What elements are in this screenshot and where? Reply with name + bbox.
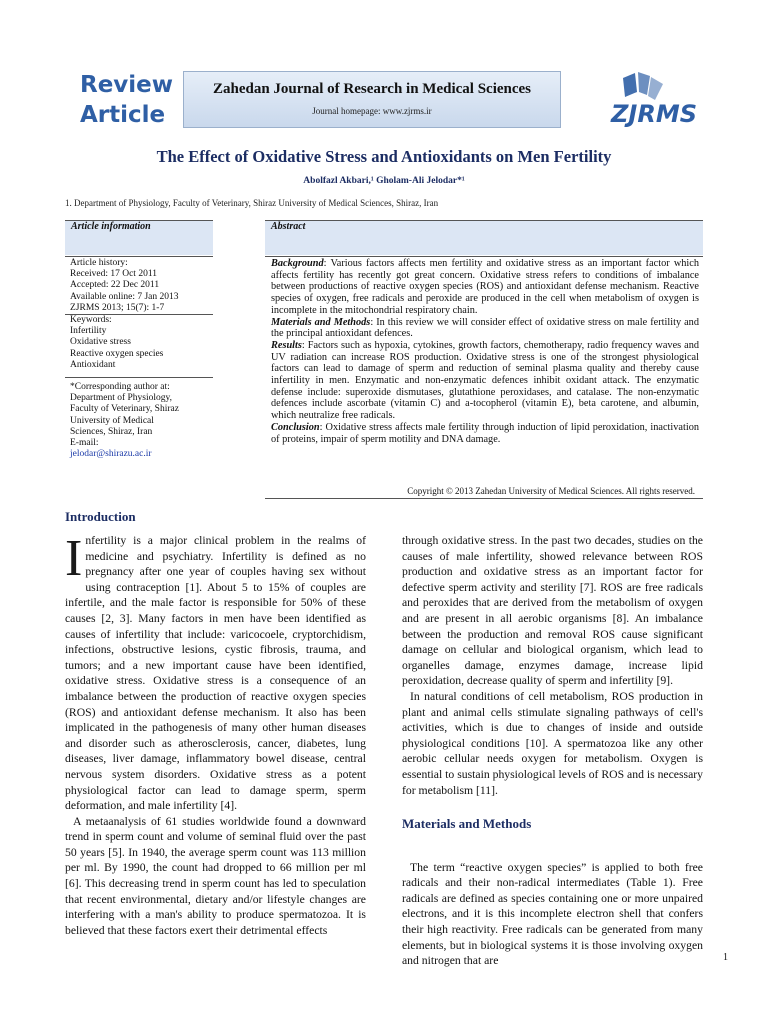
methods-paragraph-1: The term “reactive oxygen species” is applied to both free radicals and their non-radical intermediates (Table 1). Free radicals are defined as species containing one or more unpaired electrons, and it is this incomplete electron shell that confers their high reactivity. Free radicals can be generated from many elements, but in biological systems it is those involving oxygen and nitrogen that are <box>402 860 703 968</box>
keywords-label: Keywords: <box>70 315 112 325</box>
article-info-heading: Article information <box>71 221 151 232</box>
article-history <box>70 258 179 314</box>
drop-cap: I <box>65 530 83 587</box>
introduction-heading: Introduction <box>65 509 136 524</box>
intro-paragraph-1-text: nfertility is a major clinical problem in the realms of medicine and psychiatry. Infertility is defined as no pregnancy after one year of couples having sex without using contraception [1]. About 5 to 15% of couples are infertile, and the male factor is responsible for 50% of these causes [2, 3]. Many factors in men have been identified as causes of infertility that include: varicocoele, cryptorchidism, infections, obstructive lesions, cystic fibrosis, trauma, and tumors; and a new important cause have been identified, oxidative stress. Oxidative stress is a consequence of an imbalance between the production of reactive oxygen species (ROS) and antioxidant defense mechanism. It also has been implicated in the pathogenesis of many other human diseases and disorder such as atherosclerosis, cancer, diabetes, lung diseases, liver damage, inflammatory bowel disease, central nervous system disorders. Oxidative stress as a potent physiological factor can lead to damage sperm, sperm deformation, and male infertility [4]. <box>65 534 366 813</box>
badge-line-2: Article <box>80 102 166 128</box>
journal-title: Zahedan Journal of Research in Medical Sciences <box>212 81 532 97</box>
methods-paragraph <box>402 848 703 981</box>
left-column <box>65 530 366 938</box>
corresponding-label: *Corresponding author at: <box>70 382 170 392</box>
affiliation: 1. Department of Physiology, Faculty of Veterinary, Shiraz University of Medical Sciences, Shiraz, Iran <box>65 198 439 208</box>
methods-text: : In this review we will consider effect of oxidative stress on male fertility and the principal antioxidant defences. <box>271 316 699 340</box>
materials-methods-heading: Materials and Methods <box>402 816 532 831</box>
authors: Abolfazl Akbari,¹ Gholam-Ali Jelodar*¹ <box>303 176 465 186</box>
keyword: Antioxidant <box>70 359 116 370</box>
copyright: Copyright © 2013 Zahedan University of Medical Sciences. All rights reserved. <box>407 486 695 496</box>
background-text: : Various factors affects men fertility and oxidative stress as an important factor which affects fertility has recently got great concern. Oxidative stress refers to conditions of imbalance between productions of reactive oxygen species (ROS) and antioxidant defense mechanism. Reactive species of oxygen, free radicals and peroxide are produced in the cell when metabolism of oxygen is incomplete in the mitochondrial respiratory chain. <box>271 258 699 316</box>
info-rule-1 <box>65 256 213 257</box>
abstract-body <box>271 258 699 445</box>
intro-paragraph-1 <box>65 530 366 814</box>
methods-label: Materials and Methods <box>271 316 371 328</box>
journal-homepage[interactable]: Journal homepage: www.zjrms.ir <box>312 106 432 116</box>
right-column <box>402 533 703 798</box>
info-rule-3 <box>65 377 213 378</box>
results-label: Results <box>271 339 302 351</box>
accepted-date: Accepted: 22 Dec 2011 <box>70 280 160 291</box>
history-label: Article history: <box>70 258 128 268</box>
received-date: Received: 17 Oct 2011 <box>70 269 157 280</box>
review-article-badge <box>80 70 174 130</box>
author-address-line: Department of Physiology, <box>70 393 173 404</box>
email-label: E-mail: <box>70 438 99 449</box>
abstract-bottom-rule <box>265 498 703 499</box>
author-address-line: Sciences, Shiraz, Iran <box>70 426 153 437</box>
online-date: Available online: 7 Jan 2013 <box>70 291 179 302</box>
results-text: : Factors such as hypoxia, cytokines, growth factors, chemotherapy, radio frequency waves and UV radiation can increase ROS production. Oxidative stress is one of the strongest physiological factors can lead to damage of sperm and reduction of seminal plasma quality and thereby cause infertility in men. Enzymatic and non-enzymatic defences inhibit oxidant attack. The enzymatic defense include: superoxide dismutases, glutathione peroxidases, and catalase. The non-enzymatic defences include ascorbate (vitamin C) and a-tocopherol (vitamin E), beta carotene, and albumin, which neutralize free radicals. <box>271 339 699 422</box>
abstract-top-rule <box>265 220 703 221</box>
article-title: The Effect of Oxidative Stress and Antioxidants on Men Fertility <box>156 147 612 166</box>
intro-paragraph-4: In natural conditions of cell metabolism, ROS production in plant and animal cells stimulate signaling pathways of cell's activities, which is due to changes of inside and outside physiological conditions [10]. A spermatozoa like any other aerobic cellular needs oxygen for metabolism. Oxygen is essential to sustain physiological levels of ROS and is necessary for metabolism [11]. <box>402 689 703 797</box>
background-label: Background <box>271 258 324 269</box>
logo-text: ZJRMS <box>611 100 697 128</box>
book-icon <box>623 72 663 100</box>
journal-banner <box>183 71 561 128</box>
keyword: Oxidative stress <box>70 337 131 348</box>
intro-paragraph-3: through oxidative stress. In the past two decades, studies on the causes of male infertility, showed relevance between ROS production and oxidative stress as an important factor for defective sperm activity and sterility [7]. ROS are free radicals and peroxides that are derived from the metabolism of oxygen and are present in all aerobic organisms [8]. An imbalance between the production and removal ROS cause significant damage on cellular and biological organism, which lead to organelles damage, enzymes damage, increase lipid peroxidation, decrease quality of sperm and infertility [9]. <box>402 534 703 688</box>
intro-paragraph-2: A metaanalysis of 61 studies worldwide found a downward trend in sperm count and volume of seminal fluid over the past 50 years [5]. In 1940, the average sperm count was 113 million per ml. By 1990, the count had dropped to 66 million per ml [6]. This decreasing trend in sperm count has led to speculation that recent environmental, dietary and/or lifestyle changes are interfering with a man's ability to produce spermatozoa. It is believed that these factors exert their detrimental effects <box>65 814 366 937</box>
author-address-line: Faculty of Veterinary, Shiraz <box>70 404 179 415</box>
author-address-line: University of Medical <box>70 415 154 426</box>
abstract-header-band <box>265 220 703 255</box>
journal-logo <box>583 70 703 132</box>
corresponding-author <box>70 382 179 460</box>
keyword: Infertility <box>70 326 107 337</box>
abstract-heading: Abstract <box>271 221 306 232</box>
abstract-rule-1 <box>265 256 703 257</box>
conclusion-label: Conclusion <box>271 421 320 433</box>
page-number: 1 <box>723 952 728 963</box>
email-link[interactable]: jelodar@shirazu.ac.ir <box>70 449 152 460</box>
conclusion-text: : Oxidative stress affects male fertility through induction of lipid peroxidation, inactivation of proteins, impair of sperm motility and DNA damage. <box>271 421 699 445</box>
citation: ZJRMS 2013; 15(7): 1-7 <box>70 302 165 313</box>
keywords <box>70 315 163 371</box>
keyword: Reactive oxygen species <box>70 348 164 359</box>
badge-line-1: Review <box>80 72 174 98</box>
